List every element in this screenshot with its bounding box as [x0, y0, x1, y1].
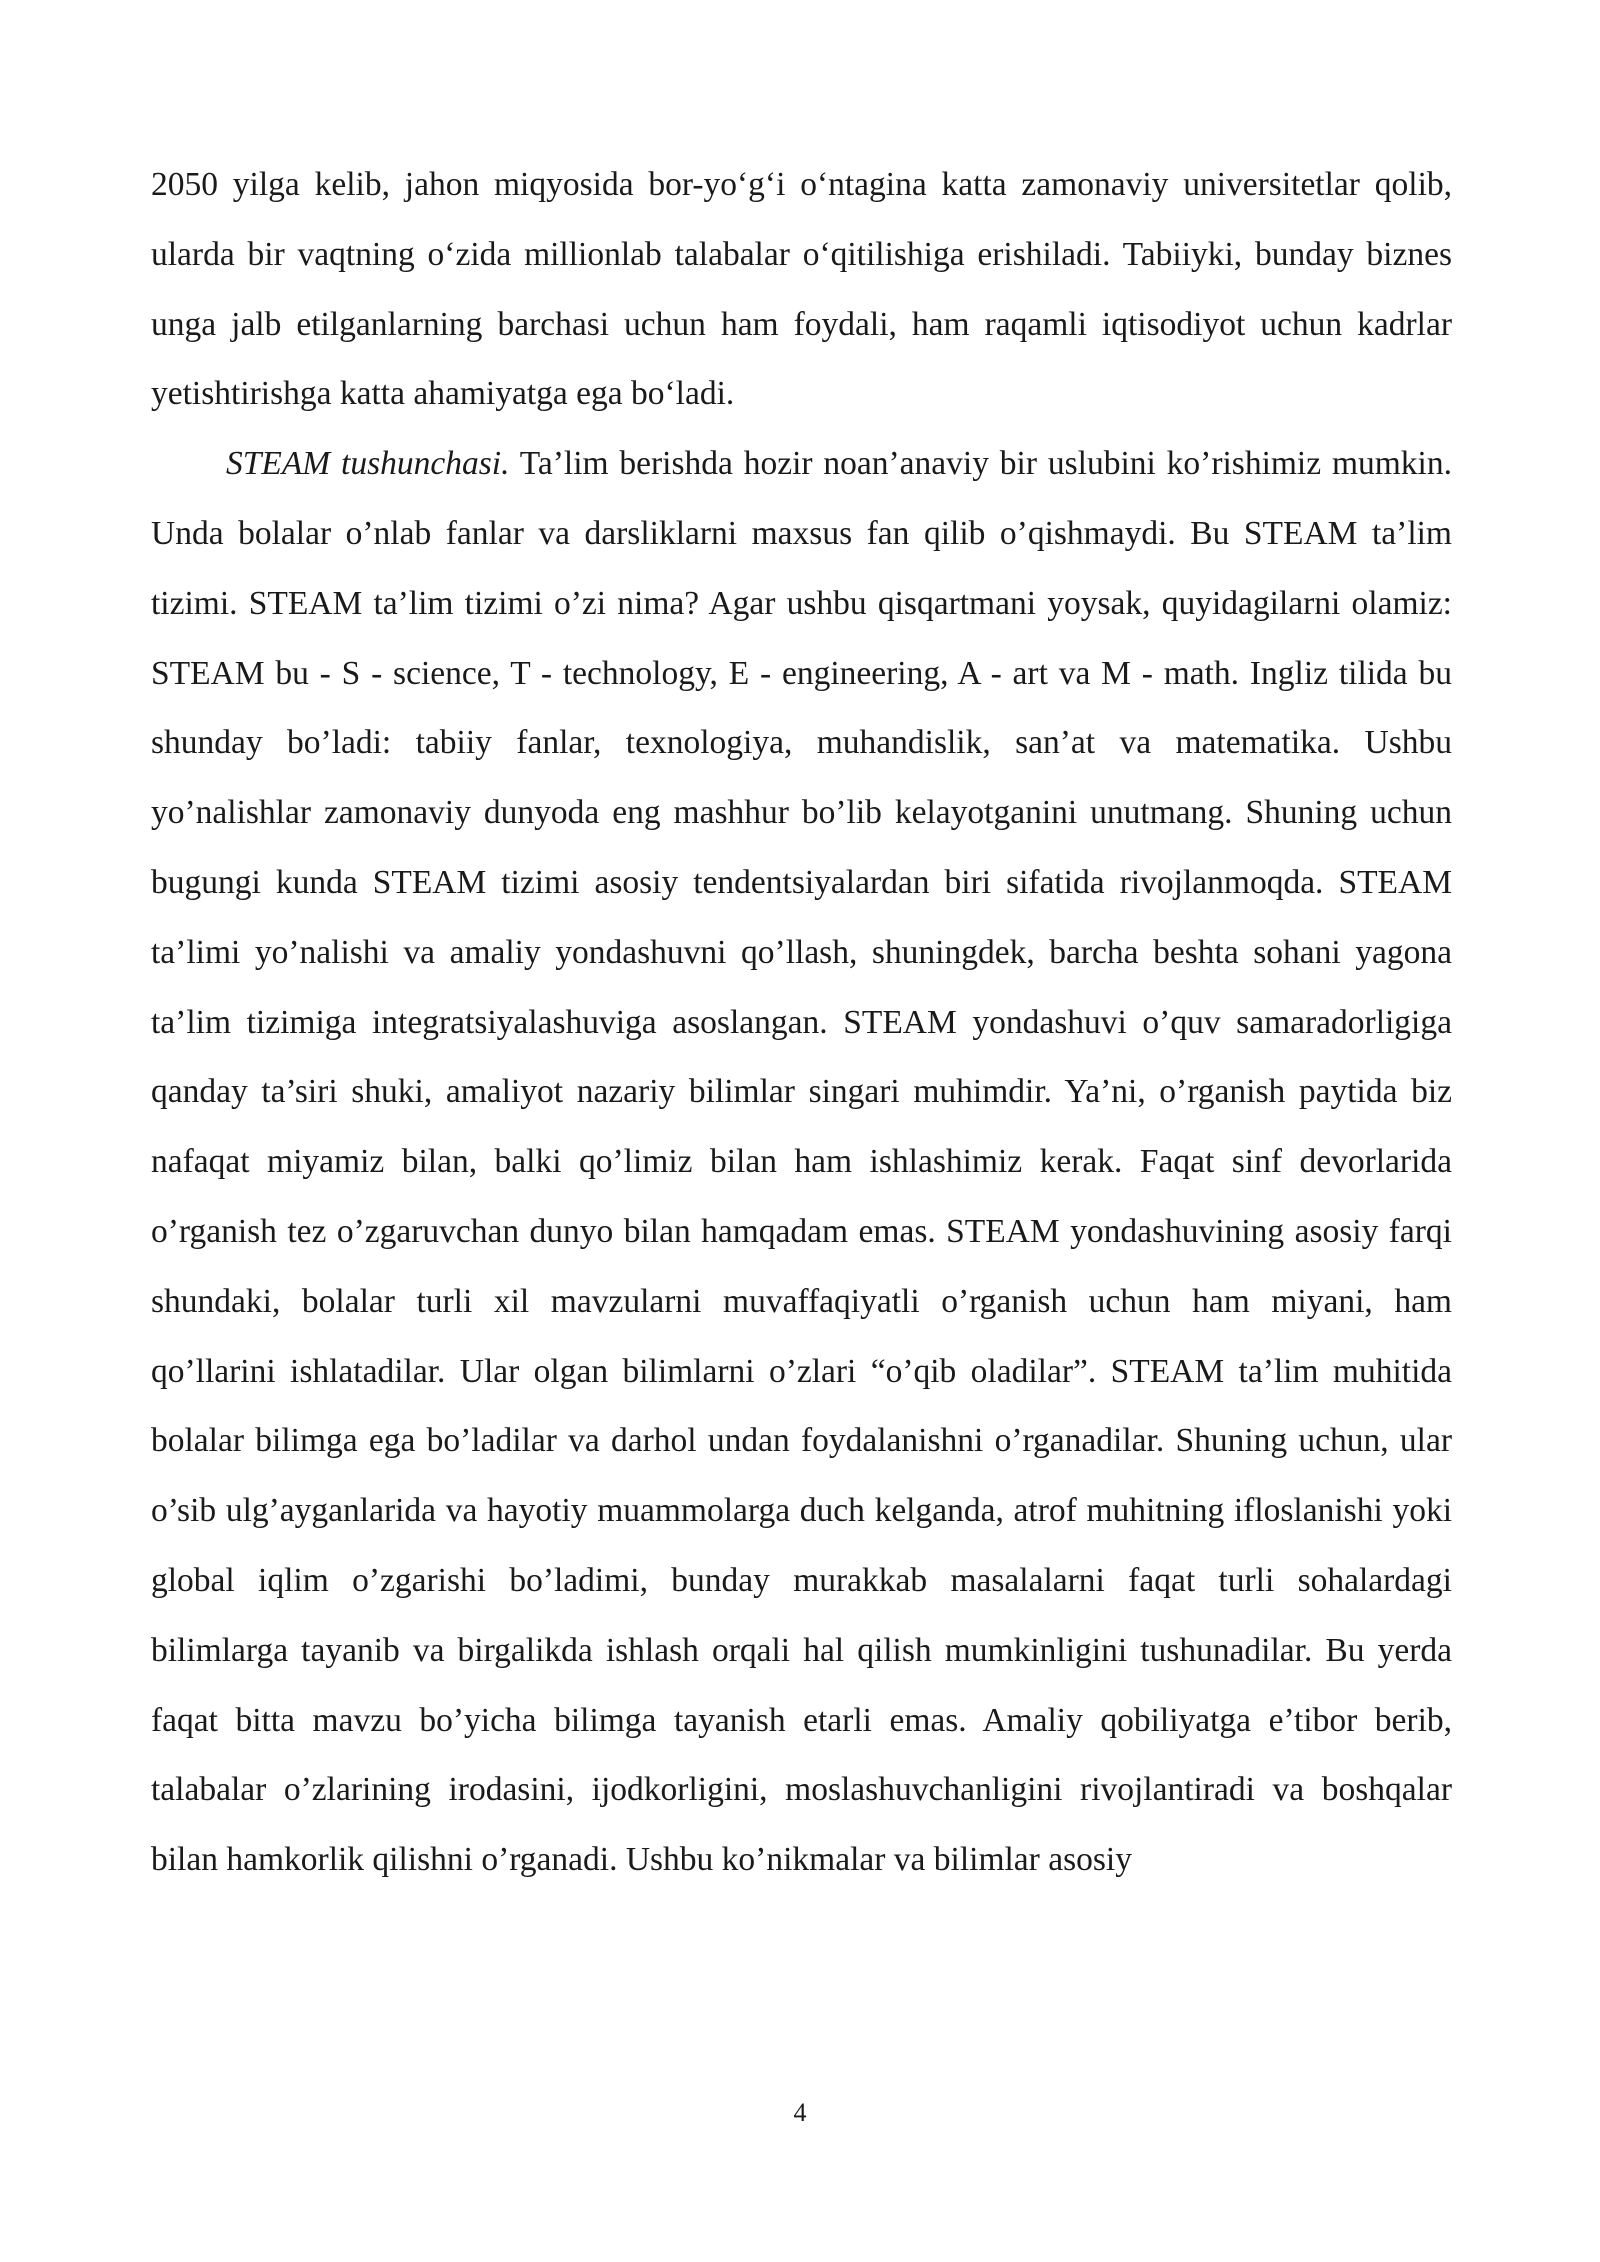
body-text	[151, 150, 1452, 1895]
paragraph-2-text: Ta’lim berishda hozir noan’anaviy bir uslubini ko’rishimiz mumkin. Unda bolalar o’nlab fanlar va darsliklarni maxsus fan qilib o’qishmaydi. Bu STEAM ta’lim tizimi. STEAM ta’lim tizimi o’zi nima? Agar ushbu qisqartmani yoysak, quyidagilarni olamiz: STEAM bu - S - science, T - technology, E - engineering, A - art va M - math. Ingliz tilida bu shunday bo’ladi: tabiiy fanlar, texnologiya, muhandislik, san’at va matematika. Ushbu yo’nalishlar zamonaviy dunyoda eng mashhur bo’lib kelayotganini unutmang. Shuning uchun bugungi kunda STEAM tizimi asosiy tendentsiyalardan biri sifatida rivojlanmoqda. STEAM ta’limi yo’nalishi va amaliy yondashuvni qo’llash, shuningdek, barcha beshta sohani yagona ta’lim tizimiga integratsiyalashuviga asoslangan. STEAM yondashuvi o’quv samaradorligiga qanday ta’siri shuki, amaliyot nazariy bilimlar singari muhimdir. Ya’ni, o’rganish paytida biz nafaqat miyamiz bilan, balki qo’limiz bilan ham ishlashimiz kerak. Faqat sinf devorlarida o’rganish tez o’zgaruvchan dunyo bilan hamqadam emas. STEAM yondashuvining asosiy farqi shundaki, bolalar turli xil mavzularni muvaffaqiyatli o’rganish uchun ham miyani, ham qo’llarini ishlatadilar. Ular olgan bilimlarni o’zlari “o’qib oladilar”. STEAM ta’lim muhitida bolalar bilimga ega bo’ladilar va darhol undan foydalanishni o’rganadilar. Shuning uchun, ular o’sib ulg’ayganlarida va hayotiy muammolarga duch kelganda, atrof muhitning ifloslanishi yoki global iqlim o’zgarishi bo’ladimi, bunday murakkab masalalarni faqat turli sohalardagi bilimlarga tayanib va birgalikda ishlash orqali hal qilish mumkinligini tushunadilar. Bu yerda faqat bitta mavzu bo’yicha bilimga tayanish etarli emas. Amaliy qobiliyatga e’tibor berib, talabalar o’zlarining irodasini, ijodkorligini, moslashuvchanligini rivojlantiradi va boshqalar bilan hamkorlik qilishni o’rganadi. Ushbu ko’nikmalar va bilimlar asosiy	[151, 445, 1452, 1879]
steam-term-heading: STEAM tushunchasi.	[226, 445, 510, 483]
page-number: 4	[793, 2098, 807, 2127]
paragraph-2	[151, 429, 1452, 1895]
paragraph-1-text: 2050 yilga kelib, jahon miqyosida bor-yo‘g‘i o‘ntagina katta zamonaviy universitetlar qolib, ularda bir vaqtning o‘zida millionlab talabalar o‘qitilishiga erishiladi. Tabiiyki, bunday biznes unga jalb etilganlarning barchasi uchun ham foydali, ham raqamli iqtisodiyot uchun kadrlar yetishtirishga katta ahamiyatga ega bo‘ladi.	[151, 166, 1452, 413]
paragraph-1	[151, 150, 1452, 429]
